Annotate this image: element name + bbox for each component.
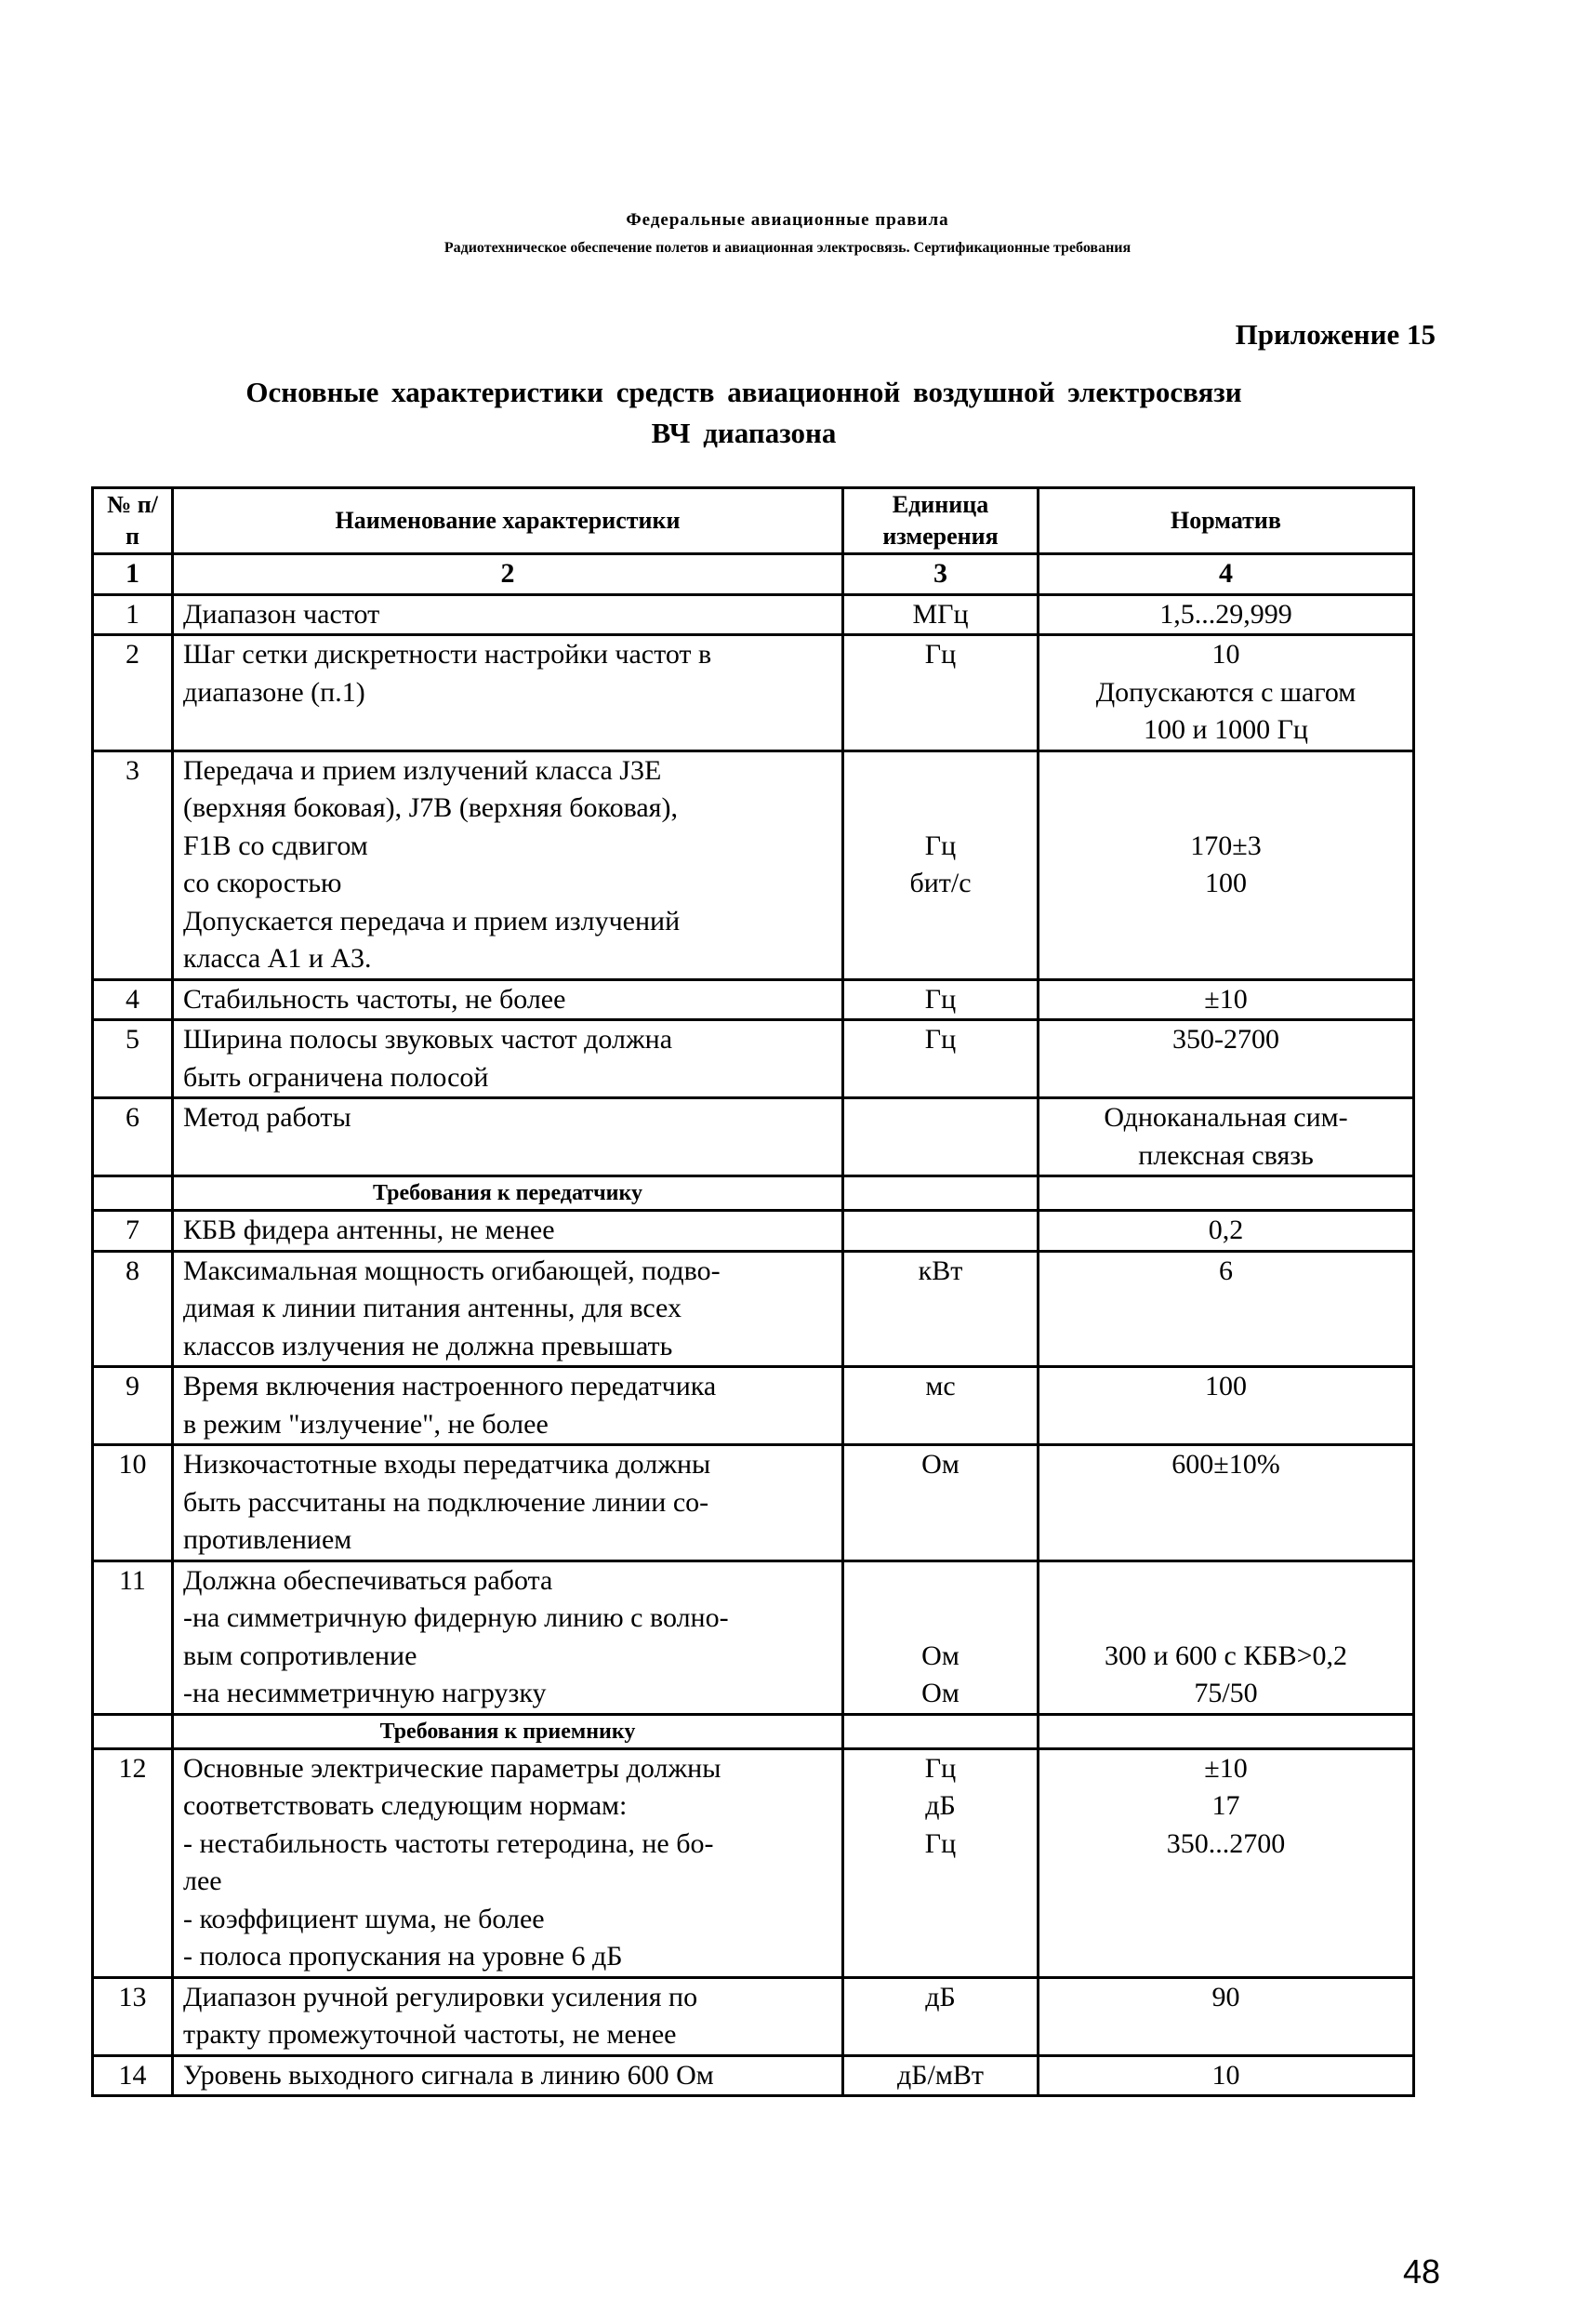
row-number: 14: [93, 2055, 173, 2096]
norm-text: [1049, 828, 1403, 903]
table-row: [93, 1977, 1414, 2055]
characteristic-text-line: -на симметричную фидерную линию с волно-: [183, 1602, 729, 1633]
characteristic-text: [183, 1446, 832, 1560]
header-unit: Единица измерения: [843, 488, 1039, 554]
characteristic-text: [183, 981, 832, 1019]
section-empty-cell: [1039, 1176, 1414, 1211]
row-norm: [1039, 1020, 1414, 1098]
row-unit: [843, 635, 1039, 751]
characteristic-text-line: Ширина полосы звуковых частот должна: [183, 1024, 673, 1055]
norm-text-line: 350...2700: [1166, 1827, 1286, 1859]
row-unit: [843, 1977, 1039, 2055]
unit-text: [854, 981, 1027, 1019]
row-characteristic: [173, 1977, 843, 2055]
characteristic-text-line: КБВ фидера антенны, не менее: [183, 1215, 555, 1245]
characteristic-text-line: Шаг сетки дискретности настройки частот в: [183, 639, 712, 670]
row-unit: [843, 1445, 1039, 1561]
characteristic-text-line: вым сопротивление: [183, 1640, 417, 1671]
row-number: 4: [93, 979, 173, 1020]
norm-text-line: 75/50: [1194, 1678, 1258, 1708]
norm-text: [1049, 1021, 1403, 1059]
row-characteristic: [173, 1098, 843, 1176]
norm-text-line: 17: [1211, 1790, 1240, 1821]
norm-text-line: 10: [1211, 639, 1240, 670]
characteristic-text-line: -на несимметричную нагрузку: [183, 1678, 547, 1708]
table-row: [93, 1445, 1414, 1561]
table-row: [93, 750, 1414, 979]
unit-text-line: мс: [925, 1371, 956, 1401]
characteristic-text: [183, 752, 832, 978]
row-unit: [843, 1098, 1039, 1176]
header-norm: Норматив: [1039, 488, 1414, 554]
row-norm: [1039, 979, 1414, 1020]
unit-text: [854, 1099, 1027, 1137]
row-number: 12: [93, 1748, 173, 1977]
characteristic-text-line: Основные электрические параметры должны: [183, 1752, 721, 1784]
row-characteristic: [173, 1251, 843, 1367]
norm-text-line: Допускаются с шагом: [1095, 676, 1357, 708]
section-receiver: [93, 1714, 1414, 1748]
unit-text: [854, 1368, 1027, 1406]
norm-text-line: 100: [1205, 1371, 1247, 1401]
characteristic-text: [183, 1253, 832, 1366]
norm-text-line: 100 и 1000 Гц: [1144, 714, 1308, 745]
table-row: [93, 2055, 1414, 2096]
row-number: 7: [93, 1211, 173, 1252]
table-row: [93, 1748, 1414, 1977]
row-number: 11: [93, 1560, 173, 1714]
unit-text-line: Ом: [921, 1640, 960, 1671]
norm-text: [1049, 636, 1403, 750]
norm-text-line: Одноканальная сим-: [1104, 1102, 1348, 1133]
row-number: 13: [93, 1977, 173, 2055]
characteristic-text-line: F1B со сдвигом: [183, 830, 368, 861]
table-row: [93, 594, 1414, 635]
characteristic-text: [183, 596, 832, 634]
unit-text: [854, 828, 1027, 903]
characteristic-text: [183, 1021, 832, 1096]
appendix-label: Приложение 15: [1235, 318, 1436, 351]
row-characteristic: [173, 2055, 843, 2096]
norm-text-line: 0,2: [1208, 1215, 1244, 1245]
section-title: Требования к приемнику: [173, 1714, 843, 1748]
row-unit: [843, 1020, 1039, 1098]
row-unit: [843, 594, 1039, 635]
characteristic-text: [183, 1099, 832, 1137]
table-row: [93, 1020, 1414, 1098]
characteristic-text: [183, 636, 832, 711]
norm-text: [1049, 1446, 1403, 1484]
column-number: 3: [843, 554, 1039, 595]
norm-text: [1049, 1099, 1403, 1175]
norm-text-line: 600±10%: [1171, 1449, 1280, 1480]
section-empty-cell: [93, 1176, 173, 1211]
characteristics-table: [91, 486, 1415, 2097]
characteristic-text: [183, 1212, 832, 1250]
characteristic-text-line: быть ограничена полосой: [183, 1061, 489, 1093]
unit-text-line: дБ: [925, 1981, 956, 2012]
characteristic-text-line: Диапазон ручной регулировки усиления по: [183, 1981, 698, 2012]
characteristic-text-line: диапазоне (п.1): [183, 676, 365, 708]
row-norm: [1039, 594, 1414, 635]
unit-text: [854, 636, 1027, 674]
table-row: [93, 1098, 1414, 1176]
row-number: 5: [93, 1020, 173, 1098]
unit-text-line: [854, 1212, 1027, 1250]
characteristic-text-line: Должна обеспечиваться работа: [183, 1564, 553, 1596]
characteristic-text-line: Диапазон частот: [183, 598, 380, 630]
section-transmitter: [93, 1176, 1414, 1211]
norm-text: [1049, 1212, 1403, 1250]
unit-text: [854, 1253, 1027, 1291]
characteristic-text-line: (верхняя боковая), J7B (верхняя боковая),: [183, 792, 678, 823]
row-characteristic: [173, 979, 843, 1020]
characteristic-text-line: Передача и прием излучений класса J3E: [183, 754, 662, 786]
row-unit: [843, 1748, 1039, 1977]
characteristic-text-line: Низкочастотные входы передатчика должны: [183, 1449, 711, 1480]
unit-text-line: Ом: [921, 1678, 960, 1708]
table-row: [93, 1560, 1414, 1714]
row-characteristic: [173, 635, 843, 751]
characteristic-text-line: Уровень выходного сигнала в линию 600 Ом: [183, 2059, 714, 2091]
unit-text: [854, 1750, 1027, 1864]
row-norm: [1039, 2055, 1414, 2096]
document-title-line2: ВЧ диапазона: [651, 417, 837, 449]
unit-text-line: Гц: [924, 639, 957, 670]
row-number: 1: [93, 594, 173, 635]
table-row: [93, 1251, 1414, 1367]
norm-text: [1049, 2057, 1403, 2095]
characteristic-text-line: соответствовать следующим нормам:: [183, 1790, 628, 1821]
norm-text-line: 300 и 600 с КБВ>0,2: [1104, 1640, 1348, 1671]
characteristic-text-line: димая к линии питания антенны, для всех: [183, 1293, 682, 1323]
row-characteristic: [173, 1560, 843, 1714]
row-characteristic: [173, 1367, 843, 1445]
row-number: 10: [93, 1445, 173, 1561]
row-characteristic: [173, 1748, 843, 1977]
unit-text: [854, 1212, 1027, 1250]
column-number: 1: [93, 554, 173, 595]
characteristic-text: [183, 2057, 832, 2095]
row-unit: [843, 1211, 1039, 1252]
row-unit: [843, 2055, 1039, 2096]
row-norm: [1039, 635, 1414, 751]
characteristic-text-line: - полоса пропускания на уровне 6 дБ: [183, 1941, 623, 1972]
unit-text-line: [854, 1099, 1027, 1137]
unit-text: [854, 596, 1027, 634]
norm-text: [1049, 596, 1403, 634]
row-norm: [1039, 750, 1414, 979]
norm-text-line: 6: [1219, 1255, 1233, 1286]
row-characteristic: [173, 1445, 843, 1561]
characteristic-text-line: противлением: [183, 1524, 352, 1555]
table-row: [93, 979, 1414, 1020]
norm-text-line: 100: [1205, 868, 1247, 898]
unit-text-line: Гц: [924, 1024, 957, 1055]
characteristic-text: [183, 1368, 832, 1443]
unit-text-line: Гц: [924, 983, 957, 1015]
unit-text-line: Ом: [921, 1449, 960, 1480]
unit-text-line: дБ: [925, 1790, 956, 1821]
row-unit: [843, 1560, 1039, 1714]
characteristic-text-line: - коэффициент шума, не более: [183, 1903, 545, 1934]
row-norm: [1039, 1748, 1414, 1977]
characteristic-text-line: - нестабильность частоты гетеродина, не бо-: [183, 1827, 714, 1859]
unit-text: [854, 1021, 1027, 1059]
row-norm: [1039, 1211, 1414, 1252]
row-number: 2: [93, 635, 173, 751]
norm-text-line: плексная связь: [1138, 1139, 1314, 1171]
norm-text-line: 350-2700: [1172, 1024, 1279, 1055]
norm-text-line: ±10: [1204, 1752, 1248, 1784]
row-number: 3: [93, 750, 173, 979]
unit-text-line: Гц: [924, 1827, 957, 1859]
header-num: № п/п: [93, 488, 173, 554]
row-unit: [843, 750, 1039, 979]
row-norm: [1039, 1977, 1414, 2055]
norm-text-line: 10: [1211, 2059, 1240, 2091]
norm-text-line: ±10: [1204, 983, 1248, 1015]
section-title: Требования к передатчику: [173, 1176, 843, 1211]
unit-text: [854, 1979, 1027, 2017]
row-unit: [843, 1367, 1039, 1445]
characteristic-text-line: класса A1 и A3.: [183, 943, 372, 974]
row-norm: [1039, 1445, 1414, 1561]
characteristic-text-line: Максимальная мощность огибающей, подво-: [183, 1255, 721, 1286]
unit-text-line: дБ/мВт: [897, 2059, 984, 2091]
running-header-subtitle: Радиотехническое обеспечение полетов и авиационная электросвязь. Сертификационные требования: [443, 240, 1132, 256]
characteristic-text-line: Допускается передача и прием излучений: [183, 905, 681, 936]
row-norm: [1039, 1367, 1414, 1445]
characteristic-text: [183, 1562, 832, 1713]
page-number: 48: [1402, 2252, 1440, 2291]
characteristic-text-line: быть рассчитаны на подключение линии со-: [183, 1486, 709, 1518]
characteristic-text-line: в режим "излучение", не более: [183, 1408, 549, 1440]
column-number: 2: [173, 554, 843, 595]
characteristic-text: [183, 1750, 832, 1976]
characteristic-text-line: Время включения настроенного передатчика: [183, 1371, 717, 1401]
running-header-title: Федеральные авиационные правила: [626, 210, 949, 230]
document-title-line1: Основные характеристики средств авиационной воздушной электросвязи: [245, 376, 1242, 408]
unit-text: [854, 1446, 1027, 1484]
norm-text-line: 170±3: [1190, 830, 1262, 861]
row-characteristic: [173, 750, 843, 979]
norm-text: [1049, 1638, 1403, 1713]
unit-text-line: Гц: [924, 1752, 957, 1784]
norm-text: [1049, 1368, 1403, 1406]
row-characteristic: [173, 1020, 843, 1098]
document-title: [93, 372, 1395, 454]
section-empty-cell: [93, 1714, 173, 1748]
characteristic-text-line: классов излучения не должна превышать: [183, 1330, 673, 1361]
characteristic-text: [183, 1979, 832, 2054]
table-row: [93, 1367, 1414, 1445]
row-number: 6: [93, 1098, 173, 1176]
unit-text: [854, 1638, 1027, 1713]
table-row: [93, 635, 1414, 751]
unit-text-line: бит/с: [909, 868, 972, 898]
row-characteristic: [173, 594, 843, 635]
norm-text-line: 90: [1211, 1981, 1240, 2012]
characteristic-text-line: Стабильность частоты, не более: [183, 983, 566, 1015]
row-number: 8: [93, 1251, 173, 1367]
row-characteristic: [173, 1211, 843, 1252]
unit-text-line: кВт: [918, 1255, 963, 1286]
section-empty-cell: [843, 1714, 1039, 1748]
unit-text-line: МГц: [912, 598, 969, 630]
header-name: Наименование характеристики: [173, 488, 843, 554]
section-empty-cell: [1039, 1714, 1414, 1748]
column-number: 4: [1039, 554, 1414, 595]
norm-text: [1049, 1979, 1403, 2017]
table-body: [93, 488, 1414, 2096]
norm-text: [1049, 981, 1403, 1019]
norm-text: [1049, 1750, 1403, 1864]
row-unit: [843, 979, 1039, 1020]
unit-text: [854, 2057, 1027, 2095]
characteristic-text-line: Метод работы: [183, 1102, 351, 1133]
norm-text-line: 1,5...29,999: [1159, 598, 1292, 630]
row-unit: [843, 1251, 1039, 1367]
table-header-row: [93, 488, 1414, 554]
characteristic-text-line: лее: [183, 1866, 222, 1896]
unit-text-line: Гц: [924, 830, 957, 861]
norm-text: [1049, 1253, 1403, 1291]
table-row: [93, 1211, 1414, 1252]
row-norm: [1039, 1251, 1414, 1367]
row-norm: [1039, 1098, 1414, 1176]
column-number-row: [93, 554, 1414, 595]
characteristic-text-line: со скоростью: [183, 868, 342, 898]
characteristic-text-line: тракту промежуточной частоты, не менее: [183, 2019, 677, 2050]
section-empty-cell: [843, 1176, 1039, 1211]
row-number: 9: [93, 1367, 173, 1445]
row-norm: [1039, 1560, 1414, 1714]
